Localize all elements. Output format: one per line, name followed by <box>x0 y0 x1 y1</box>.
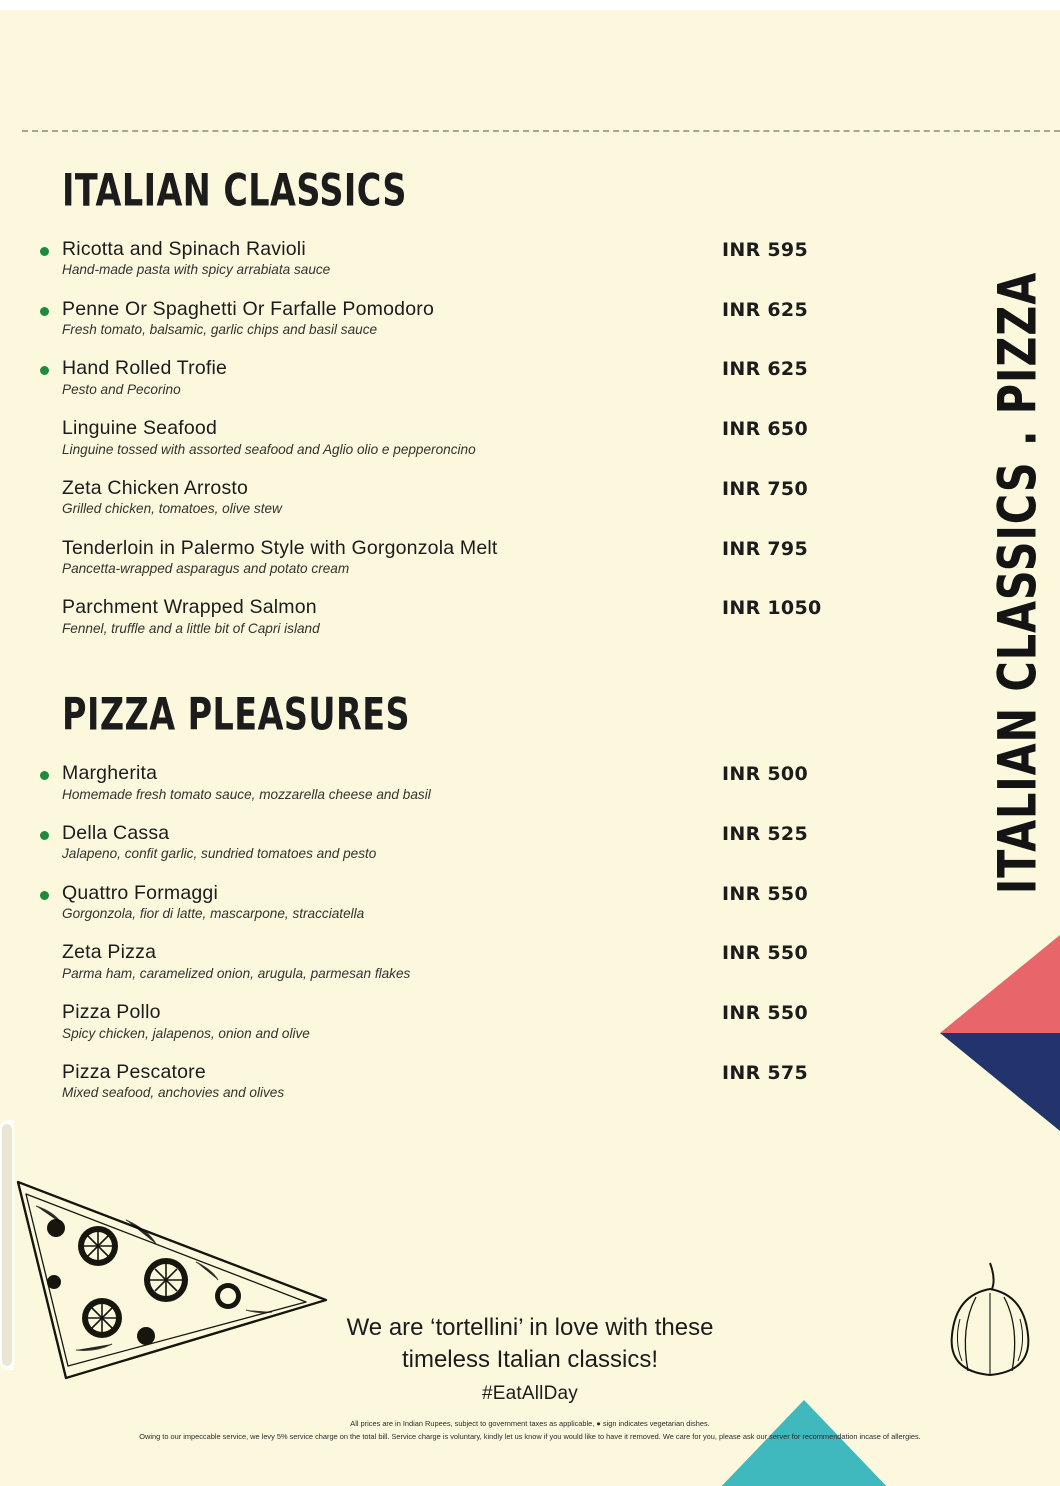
menu-item <box>62 1001 852 1042</box>
menu-item-description: Pancetta-wrapped asparagus and potato cream <box>62 561 350 577</box>
menu-item-name: Margherita <box>62 762 158 785</box>
fine-print <box>0 1418 1060 1443</box>
menu-item-price: INR 550 <box>722 882 808 905</box>
menu-item <box>62 1061 852 1102</box>
menu-item-description: Jalapeno, confit garlic, sundried tomatoes and pesto <box>62 846 377 862</box>
menu-item-description: Spicy chicken, jalapenos, onion and olive <box>62 1025 310 1041</box>
menu-item-text <box>62 762 722 803</box>
menu-item-text <box>62 238 722 279</box>
menu-item-list <box>62 762 852 1101</box>
menu-item-price: INR 500 <box>722 763 808 786</box>
menu-item-price: INR 1050 <box>722 597 822 620</box>
veg-indicator-icon <box>40 771 49 780</box>
menu-item-name: Pizza Pescatore <box>62 1060 206 1083</box>
menu-item-description: Fennel, truffle and a little bit of Capri island <box>62 620 320 636</box>
menu-item-name: Quattro Formaggi <box>62 881 219 904</box>
menu-item-price: INR 550 <box>722 1002 808 1025</box>
menu-item-name: Della Cassa <box>62 821 170 844</box>
fine-print-line-1: All prices are in Indian Rupees, subject to government taxes as applicable, ● sign indicates vegetarian dishes. <box>350 1419 710 1428</box>
vertical-section-title-text: ITALIAN CLASSICS . PIZZA <box>985 271 1049 895</box>
veg-indicator-icon <box>40 831 49 840</box>
menu-item <box>62 298 852 339</box>
menu-item-description: Gorgonzola, fior di latte, mascarpone, stracciatella <box>62 906 365 922</box>
menu-item-name: Zeta Pizza <box>62 941 157 964</box>
menu-item-text <box>62 941 722 982</box>
menu-item-price: INR 575 <box>722 1061 808 1084</box>
menu-item-name: Parchment Wrapped Salmon <box>62 596 317 619</box>
dashed-divider <box>22 130 1060 132</box>
decorative-triangle-red <box>940 935 1060 1033</box>
menu-item <box>62 417 852 458</box>
menu-item <box>62 537 852 578</box>
menu-item <box>62 596 852 637</box>
menu-item-price: INR 650 <box>722 418 808 441</box>
menu-item-name: Linguine Seafood <box>62 417 218 440</box>
veg-indicator-icon <box>40 247 49 256</box>
menu-item <box>62 477 852 518</box>
veg-indicator-icon <box>40 307 49 316</box>
menu-item-text <box>62 417 722 458</box>
menu-item-description: Parma ham, caramelized onion, arugula, parmesan flakes <box>62 965 411 981</box>
menu-item-text <box>62 537 722 578</box>
menu-item-description: Hand-made pasta with spicy arrabiata sauce <box>62 262 331 278</box>
menu-item-text <box>62 298 722 339</box>
footer-line-1: We are ‘tortellini’ in love with these <box>346 1314 714 1341</box>
menu-item-text <box>62 882 722 923</box>
menu-item-description: Fresh tomato, balsamic, garlic chips and basil sauce <box>62 322 378 338</box>
menu-content <box>62 164 852 1121</box>
menu-item-text <box>62 1061 722 1102</box>
menu-section-italian-classics <box>62 164 852 637</box>
menu-item-text <box>62 822 722 863</box>
menu-item <box>62 238 852 279</box>
menu-item-name: Hand Rolled Trofie <box>62 357 228 380</box>
menu-item <box>62 357 852 398</box>
menu-item-name: Ricotta and Spinach Ravioli <box>62 238 306 260</box>
veg-indicator-icon <box>40 891 49 900</box>
decorative-triangle-navy <box>940 1033 1060 1131</box>
menu-item <box>62 822 852 863</box>
menu-item-text <box>62 1001 722 1042</box>
menu-item <box>62 762 852 803</box>
menu-item-description: Grilled chicken, tomatoes, olive stew <box>62 501 282 517</box>
menu-section-pizza-pleasures <box>62 688 852 1101</box>
menu-item <box>62 941 852 982</box>
page-top-edge <box>0 0 1060 10</box>
menu-item-price: INR 595 <box>722 239 808 261</box>
menu-item-text <box>62 477 722 518</box>
menu-item-name: Tenderloin in Palermo Style with Gorgonzola Melt <box>62 536 498 559</box>
menu-item-price: INR 750 <box>722 477 808 500</box>
footer-tagline <box>0 1312 1060 1405</box>
menu-item-description: Linguine tossed with assorted seafood and Aglio olio e pepperoncino <box>62 441 476 457</box>
section-spacer <box>62 656 852 692</box>
menu-item-description: Mixed seafood, anchovies and olives <box>62 1085 285 1101</box>
menu-item-price: INR 625 <box>722 358 808 381</box>
section-title: PIZZA PLEASURES <box>62 688 411 741</box>
menu-item-price: INR 625 <box>722 298 808 321</box>
menu-item-name: Pizza Pollo <box>62 1001 161 1024</box>
vertical-section-title <box>942 206 1060 946</box>
veg-indicator-icon <box>40 366 49 375</box>
section-title: ITALIAN CLASSICS <box>62 164 407 216</box>
menu-item-price: INR 550 <box>722 942 808 965</box>
menu-item-list <box>62 238 852 637</box>
menu-item-text <box>62 596 722 637</box>
menu-item-price: INR 795 <box>722 537 808 560</box>
menu-item-text <box>62 357 722 398</box>
footer-hashtag: #EatAllDay <box>482 1382 578 1404</box>
menu-item-description: Pesto and Pecorino <box>62 381 181 397</box>
menu-item-name: Penne Or Spaghetti Or Farfalle Pomodoro <box>62 297 434 320</box>
menu-item-price: INR 525 <box>722 822 808 845</box>
menu-item-name: Zeta Chicken Arrosto <box>62 476 249 499</box>
menu-item-description: Homemade fresh tomato sauce, mozzarella cheese and basil <box>62 786 431 802</box>
fine-print-line-2: Owing to our impeccable service, we levy 5% service charge on the total bill. Service charge is voluntary, kindly let us know if you would like to have it removed. We care for you, please ask our server for recommendation incase of allergies. <box>139 1431 921 1441</box>
menu-item <box>62 882 852 923</box>
footer-line-2: timeless Italian classics! <box>401 1346 659 1374</box>
